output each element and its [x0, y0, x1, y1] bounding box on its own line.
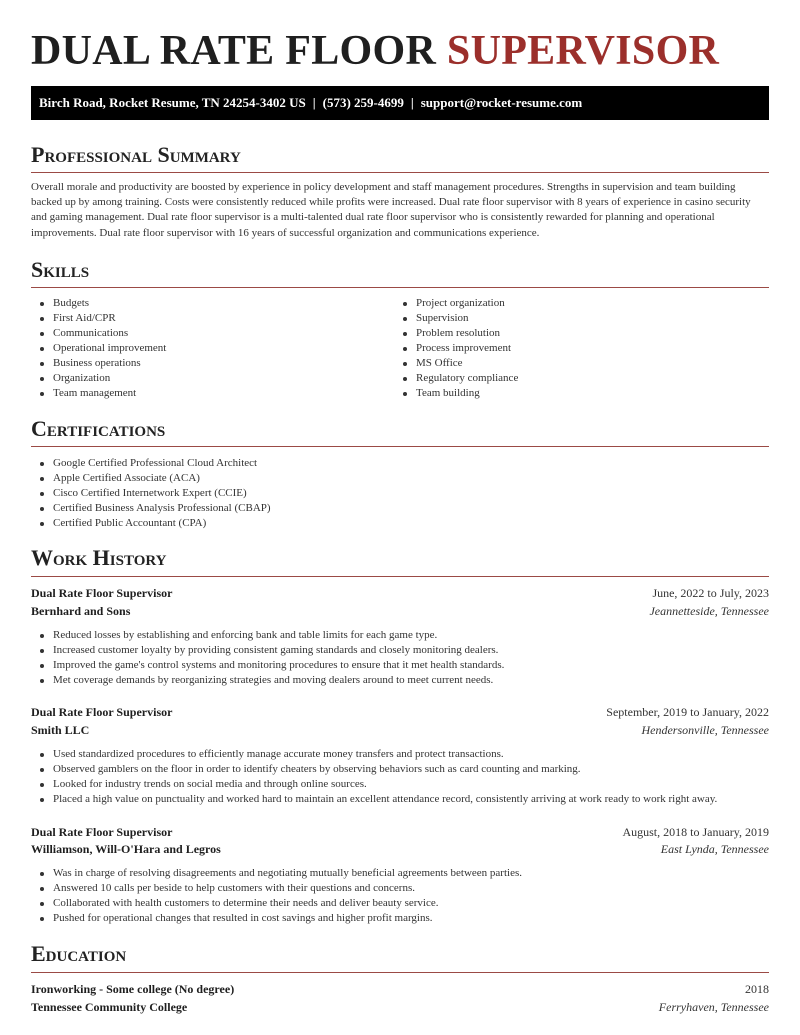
skill-item: Organization	[31, 371, 166, 386]
certification-item: Google Certified Professional Cloud Architect	[31, 456, 271, 471]
job-bullet: Used standardized procedures to efficiently manage accurate money transfers and protect transactions.	[31, 747, 717, 762]
job-bullets	[31, 866, 522, 926]
skill-item: Regulatory compliance	[394, 371, 518, 386]
skill-item: Supervision	[394, 311, 518, 326]
skills-list-left	[31, 296, 166, 401]
skill-item: Business operations	[31, 356, 166, 371]
skill-item: Project organization	[394, 296, 518, 311]
certification-item: Certified Business Analysis Professional (CBAP)	[31, 501, 271, 516]
job-subheader	[31, 842, 769, 859]
section-divider	[31, 287, 769, 288]
job-company: Smith LLC	[31, 723, 90, 737]
skill-item: Team building	[394, 386, 518, 401]
contact-address: Birch Road, Rocket Resume, TN 24254-3402 US	[39, 95, 306, 110]
job-bullet: Looked for industry trends on social media and through online sources.	[31, 777, 717, 792]
job-dates: September, 2019 to January, 2022	[606, 705, 769, 719]
job-bullet: Answered 10 calls per beside to help customers with their questions and concerns.	[31, 881, 522, 896]
job-subheader	[31, 604, 769, 621]
resume-name	[31, 28, 719, 74]
skills-heading: Skills	[31, 257, 90, 282]
certifications-list	[31, 456, 271, 531]
name-first: DUAL RATE FLOOR	[31, 28, 437, 74]
section-divider	[31, 172, 769, 173]
skill-item: Operational improvement	[31, 341, 166, 356]
job-bullets	[31, 628, 504, 688]
job-title: Dual Rate Floor Supervisor	[31, 825, 173, 839]
education-school: Tennessee Community College	[31, 1000, 188, 1014]
skill-item: Team management	[31, 386, 166, 401]
job-header	[31, 586, 769, 603]
job-header	[31, 705, 769, 722]
education-header	[31, 982, 769, 999]
skill-item: Budgets	[31, 296, 166, 311]
job-title: Dual Rate Floor Supervisor	[31, 705, 173, 719]
summary-heading: Professional Summary	[31, 142, 241, 167]
job-title: Dual Rate Floor Supervisor	[31, 586, 173, 600]
job-bullet: Improved the game's control systems and monitoring procedures to ensure that it met health standards.	[31, 658, 504, 673]
contact-phone: (573) 259-4699	[322, 95, 404, 110]
contact-separator: |	[410, 95, 414, 110]
job-bullet: Met coverage demands by reorganizing strategies and moving dealers around to meet current needs.	[31, 673, 504, 688]
job-location: East Lynda, Tennessee	[660, 842, 769, 856]
section-divider	[31, 446, 769, 447]
contact-bar	[31, 86, 769, 120]
job-dates: June, 2022 to July, 2023	[652, 586, 769, 600]
section-divider	[31, 576, 769, 577]
contact-separator: |	[312, 95, 316, 110]
work-history-heading: Work History	[31, 545, 167, 570]
job-bullet: Was in charge of resolving disagreements and negotiating mutually beneficial agreements between parties.	[31, 866, 522, 881]
job-dates: August, 2018 to January, 2019	[622, 825, 769, 839]
certification-item: Cisco Certified Internetwork Expert (CCIE)	[31, 486, 271, 501]
job-bullet: Collaborated with health customers to determine their needs and deliver beauty service.	[31, 896, 522, 911]
job-header	[31, 825, 769, 842]
job-bullet: Increased customer loyalty by providing consistent gaming standards and closely monitoring dealers.	[31, 643, 504, 658]
education-heading: Education	[31, 941, 127, 966]
job-bullet: Observed gamblers on the floor in order to identify cheaters by observing behaviors such as card counting and marking.	[31, 762, 717, 777]
certification-item: Certified Public Accountant (CPA)	[31, 516, 271, 531]
skills-list-right	[394, 296, 518, 401]
contact-email: support@rocket-resume.com	[420, 95, 583, 110]
certifications-heading: Certifications	[31, 416, 166, 441]
section-divider	[31, 972, 769, 973]
education-year: 2018	[745, 982, 769, 996]
education-location: Ferryhaven, Tennessee	[658, 1000, 769, 1014]
skill-item: Communications	[31, 326, 166, 341]
education-degree: Ironworking - Some college (No degree)	[31, 982, 235, 996]
skill-item: First Aid/CPR	[31, 311, 166, 326]
name-last: SUPERVISOR	[446, 28, 720, 74]
job-company: Bernhard and Sons	[31, 604, 131, 618]
job-bullet: Placed a high value on punctuality and worked hard to maintain an excellent attendance record, consistently arriving at work ready to work right away.	[31, 792, 717, 807]
job-bullet: Pushed for operational changes that resulted in cost savings and higher profit margins.	[31, 911, 522, 926]
job-location: Hendersonville, Tennessee	[641, 723, 769, 737]
job-bullet: Reduced losses by establishing and enforcing bank and table limits for each game type.	[31, 628, 504, 643]
job-subheader	[31, 723, 769, 740]
skill-item: Problem resolution	[394, 326, 518, 341]
job-location: Jeannetteside, Tennessee	[649, 604, 769, 618]
summary-text: Overall morale and productivity are boosted by experience in policy development and staff management procedures. Strengths in supervision and team building backed up by among training. Costs were consistently reduced while profits were increased. Dual rate floor supervisor with 8 years of experience in casino security and gaming management. Dual rate floor supervisor is a multi-talented dual rate floor supervisor who is consistently rewarded for planning and operational improvements. Dual rate floor supervisor with 16 years of successful organization and communications experience.	[31, 181, 751, 239]
certification-item: Apple Certified Associate (ACA)	[31, 471, 271, 486]
skill-item: Process improvement	[394, 341, 518, 356]
skill-item: MS Office	[394, 356, 518, 371]
education-subheader	[31, 1000, 769, 1017]
job-bullets	[31, 747, 717, 807]
job-company: Williamson, Will-O'Hara and Legros	[31, 842, 221, 856]
